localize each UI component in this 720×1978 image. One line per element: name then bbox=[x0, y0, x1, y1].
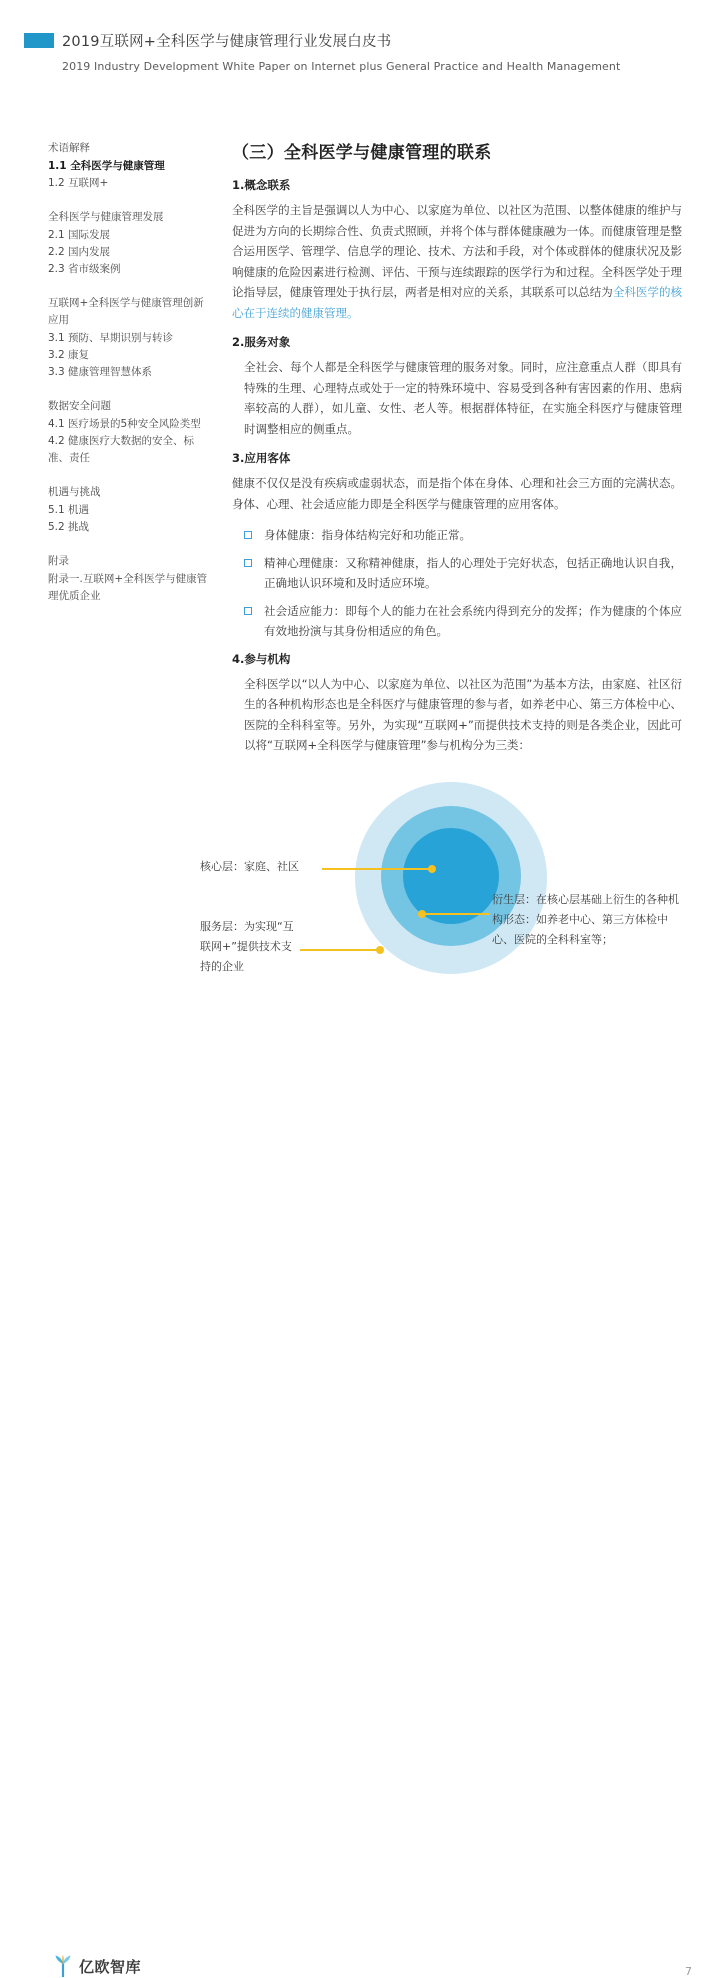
sidebar-item-2-3[interactable]: 2.3 省市级案例 bbox=[48, 263, 121, 275]
list-item bbox=[244, 553, 682, 594]
sidebar-item-4-2[interactable]: 4.2 健康医疗大数据的安全、标准、责任 bbox=[48, 435, 195, 464]
page-header bbox=[0, 0, 720, 92]
list-item-label: 身体健康：指身体结构完好和功能正常。 bbox=[264, 528, 471, 542]
square-bullet-icon bbox=[244, 531, 252, 539]
toc-group-title: 数据安全问题 bbox=[48, 400, 111, 412]
header-title-en: 2019 Industry Development White Paper on Internet plus General Practice and Health Management bbox=[62, 60, 621, 73]
square-bullet-icon bbox=[244, 607, 252, 615]
page-number: 7 bbox=[685, 1965, 692, 1978]
header-logo-mark bbox=[24, 33, 54, 48]
toc-group-title: 互联网+全科医学与健康管理创新应用 bbox=[48, 297, 204, 326]
toc-group bbox=[48, 295, 213, 381]
paragraph-application-object: 健康不仅仅是没有疾病或虚弱状态，而是指个体在身体、心理和社会三方面的完满状态。身体、心理、社会适应能力即是全科医学与健康管理的应用客体。 bbox=[232, 476, 682, 511]
sidebar-item-appendix-1[interactable]: 附录一.互联网+全科医学与健康管理优质企业 bbox=[48, 573, 208, 602]
header-title-cn: 2019互联网+全科医学与健康管理行业发展白皮书 bbox=[62, 34, 392, 50]
leader-dot-service bbox=[376, 946, 384, 954]
paragraph-service-target: 全社会、每个人都是全科医学与健康管理的服务对象。同时，应注意重点人群（即具有特殊的生理、心理特点或处于一定的特殊环境中、容易受到各种有害因素的作用、患病率较高的人群），如儿童、女性、老人等。根据群体特征，在实施全科医疗与健康管理时调整相应的侧重点。 bbox=[244, 360, 682, 436]
square-bullet-icon bbox=[244, 559, 252, 567]
sidebar-item-5-1[interactable]: 5.1 机遇 bbox=[48, 504, 90, 516]
toc-group bbox=[48, 140, 213, 192]
diagram-label-core: 核心层：家庭、社区 bbox=[200, 860, 299, 873]
sidebar-item-4-1[interactable]: 4.1 医疗场景的5种安全风险类型 bbox=[48, 418, 201, 430]
toc-group-title: 术语解释 bbox=[48, 142, 90, 154]
sidebar-item-2-1[interactable]: 2.1 国际发展 bbox=[48, 229, 111, 241]
sidebar-item-5-2[interactable]: 5.2 挑战 bbox=[48, 521, 90, 533]
highlighted-conclusion: 全科医学的核心在于连续的健康管理。 bbox=[232, 285, 683, 320]
list-item-label: 社会适应能力：即每个人的能力在社会系统内得到充分的发挥；作为健康的个体应有效地扮演与其身份相适应的角色。 bbox=[264, 603, 682, 638]
sidebar-item-3-3[interactable]: 3.3 健康管理智慧体系 bbox=[48, 366, 153, 378]
main-content bbox=[232, 138, 682, 767]
health-dimension-list bbox=[232, 525, 682, 642]
list-item bbox=[244, 525, 682, 546]
list-item-label: 精神心理健康：又称精神健康，指人的心理处于完好状态，包括正确地认识自我，正确地认识环境和及时适应环境。 bbox=[264, 555, 682, 590]
leader-dot-derived bbox=[418, 910, 426, 918]
toc-group bbox=[48, 209, 213, 278]
paragraph-participating-institutions: 全科医学以“以人为中心、以家庭为单位、以社区为范围”为基本方法，由家庭、社区衍生的各种机构形态也是全科医疗与健康管理的参与者，如养老中心、第三方体检中心、医院的全科科室等。另外，为实现“互联网+”而提供技术支持的则是各类企业，因此可以将“互联网+全科医学与健康管理”参与机构分为三类： bbox=[244, 676, 682, 752]
toc-group-title: 机遇与挑战 bbox=[48, 486, 101, 498]
sidebar-item-2-2[interactable]: 2.2 国内发展 bbox=[48, 246, 111, 258]
diagram-label-derived: 衍生层：在核心层基础上衍生的各种机构形态：如养老中心、第三方体检中心、医院的全科科室等； bbox=[492, 893, 679, 946]
subsection-heading-2: 2.服务对象 bbox=[232, 335, 291, 349]
subsection-heading-1: 1.概念联系 bbox=[232, 178, 291, 192]
toc-group bbox=[48, 398, 213, 467]
paragraph-concept-text: 全科医学的主旨是强调以人为中心、以家庭为单位、以社区为范围、以整体健康的维护与促进为方向的长期综合性、负责式照顾，并将个体与群体健康融为一体。而健康管理是整合运用医学、管理学、信息学的理论、技术、方法和手段，对个体或群体的健康状况及影响健康的危险因素进行检测、评估、干预与连续跟踪的医学行为和过程。全科医学处于理论指导层，健康管理处于执行层，两者是相对应的关系，其联系可以总结为 bbox=[232, 203, 682, 299]
toc-group bbox=[48, 484, 213, 536]
page-footer bbox=[0, 970, 720, 1978]
subsection-heading-4: 4.参与机构 bbox=[232, 651, 291, 666]
leader-line-core bbox=[322, 868, 432, 870]
toc-group-title: 全科医学与健康管理发展 bbox=[48, 211, 164, 223]
diagram-ring-inner bbox=[403, 828, 499, 924]
page-title: （三）全科医学与健康管理的联系 bbox=[232, 143, 492, 163]
sidebar-item-1-1[interactable]: 1.1 全科医学与健康管理 bbox=[48, 160, 165, 172]
brand-logo-text: 亿欧智库 bbox=[79, 1957, 142, 1976]
brand-logo bbox=[52, 1954, 141, 1978]
leader-line-service bbox=[300, 949, 380, 951]
toc-group-title: 附录 bbox=[48, 555, 69, 567]
sidebar-item-1-2[interactable]: 1.2 互联网+ bbox=[48, 177, 109, 189]
toc-group bbox=[48, 553, 213, 605]
leader-dot-core bbox=[428, 865, 436, 873]
diagram-label-service: 服务层：为实现“互联网+”提供技术支持的企业 bbox=[200, 920, 294, 973]
sidebar-item-3-1[interactable]: 3.1 预防、早期识别与转诊 bbox=[48, 332, 174, 344]
sidebar-item-3-2[interactable]: 3.2 康复 bbox=[48, 349, 90, 361]
subsection-heading-3: 3.应用客体 bbox=[232, 451, 291, 465]
paragraph-concept bbox=[232, 200, 682, 323]
leader-line-derived bbox=[424, 913, 490, 915]
yiou-tree-icon bbox=[52, 1954, 74, 1978]
table-of-contents bbox=[48, 140, 213, 622]
list-item bbox=[244, 601, 682, 642]
